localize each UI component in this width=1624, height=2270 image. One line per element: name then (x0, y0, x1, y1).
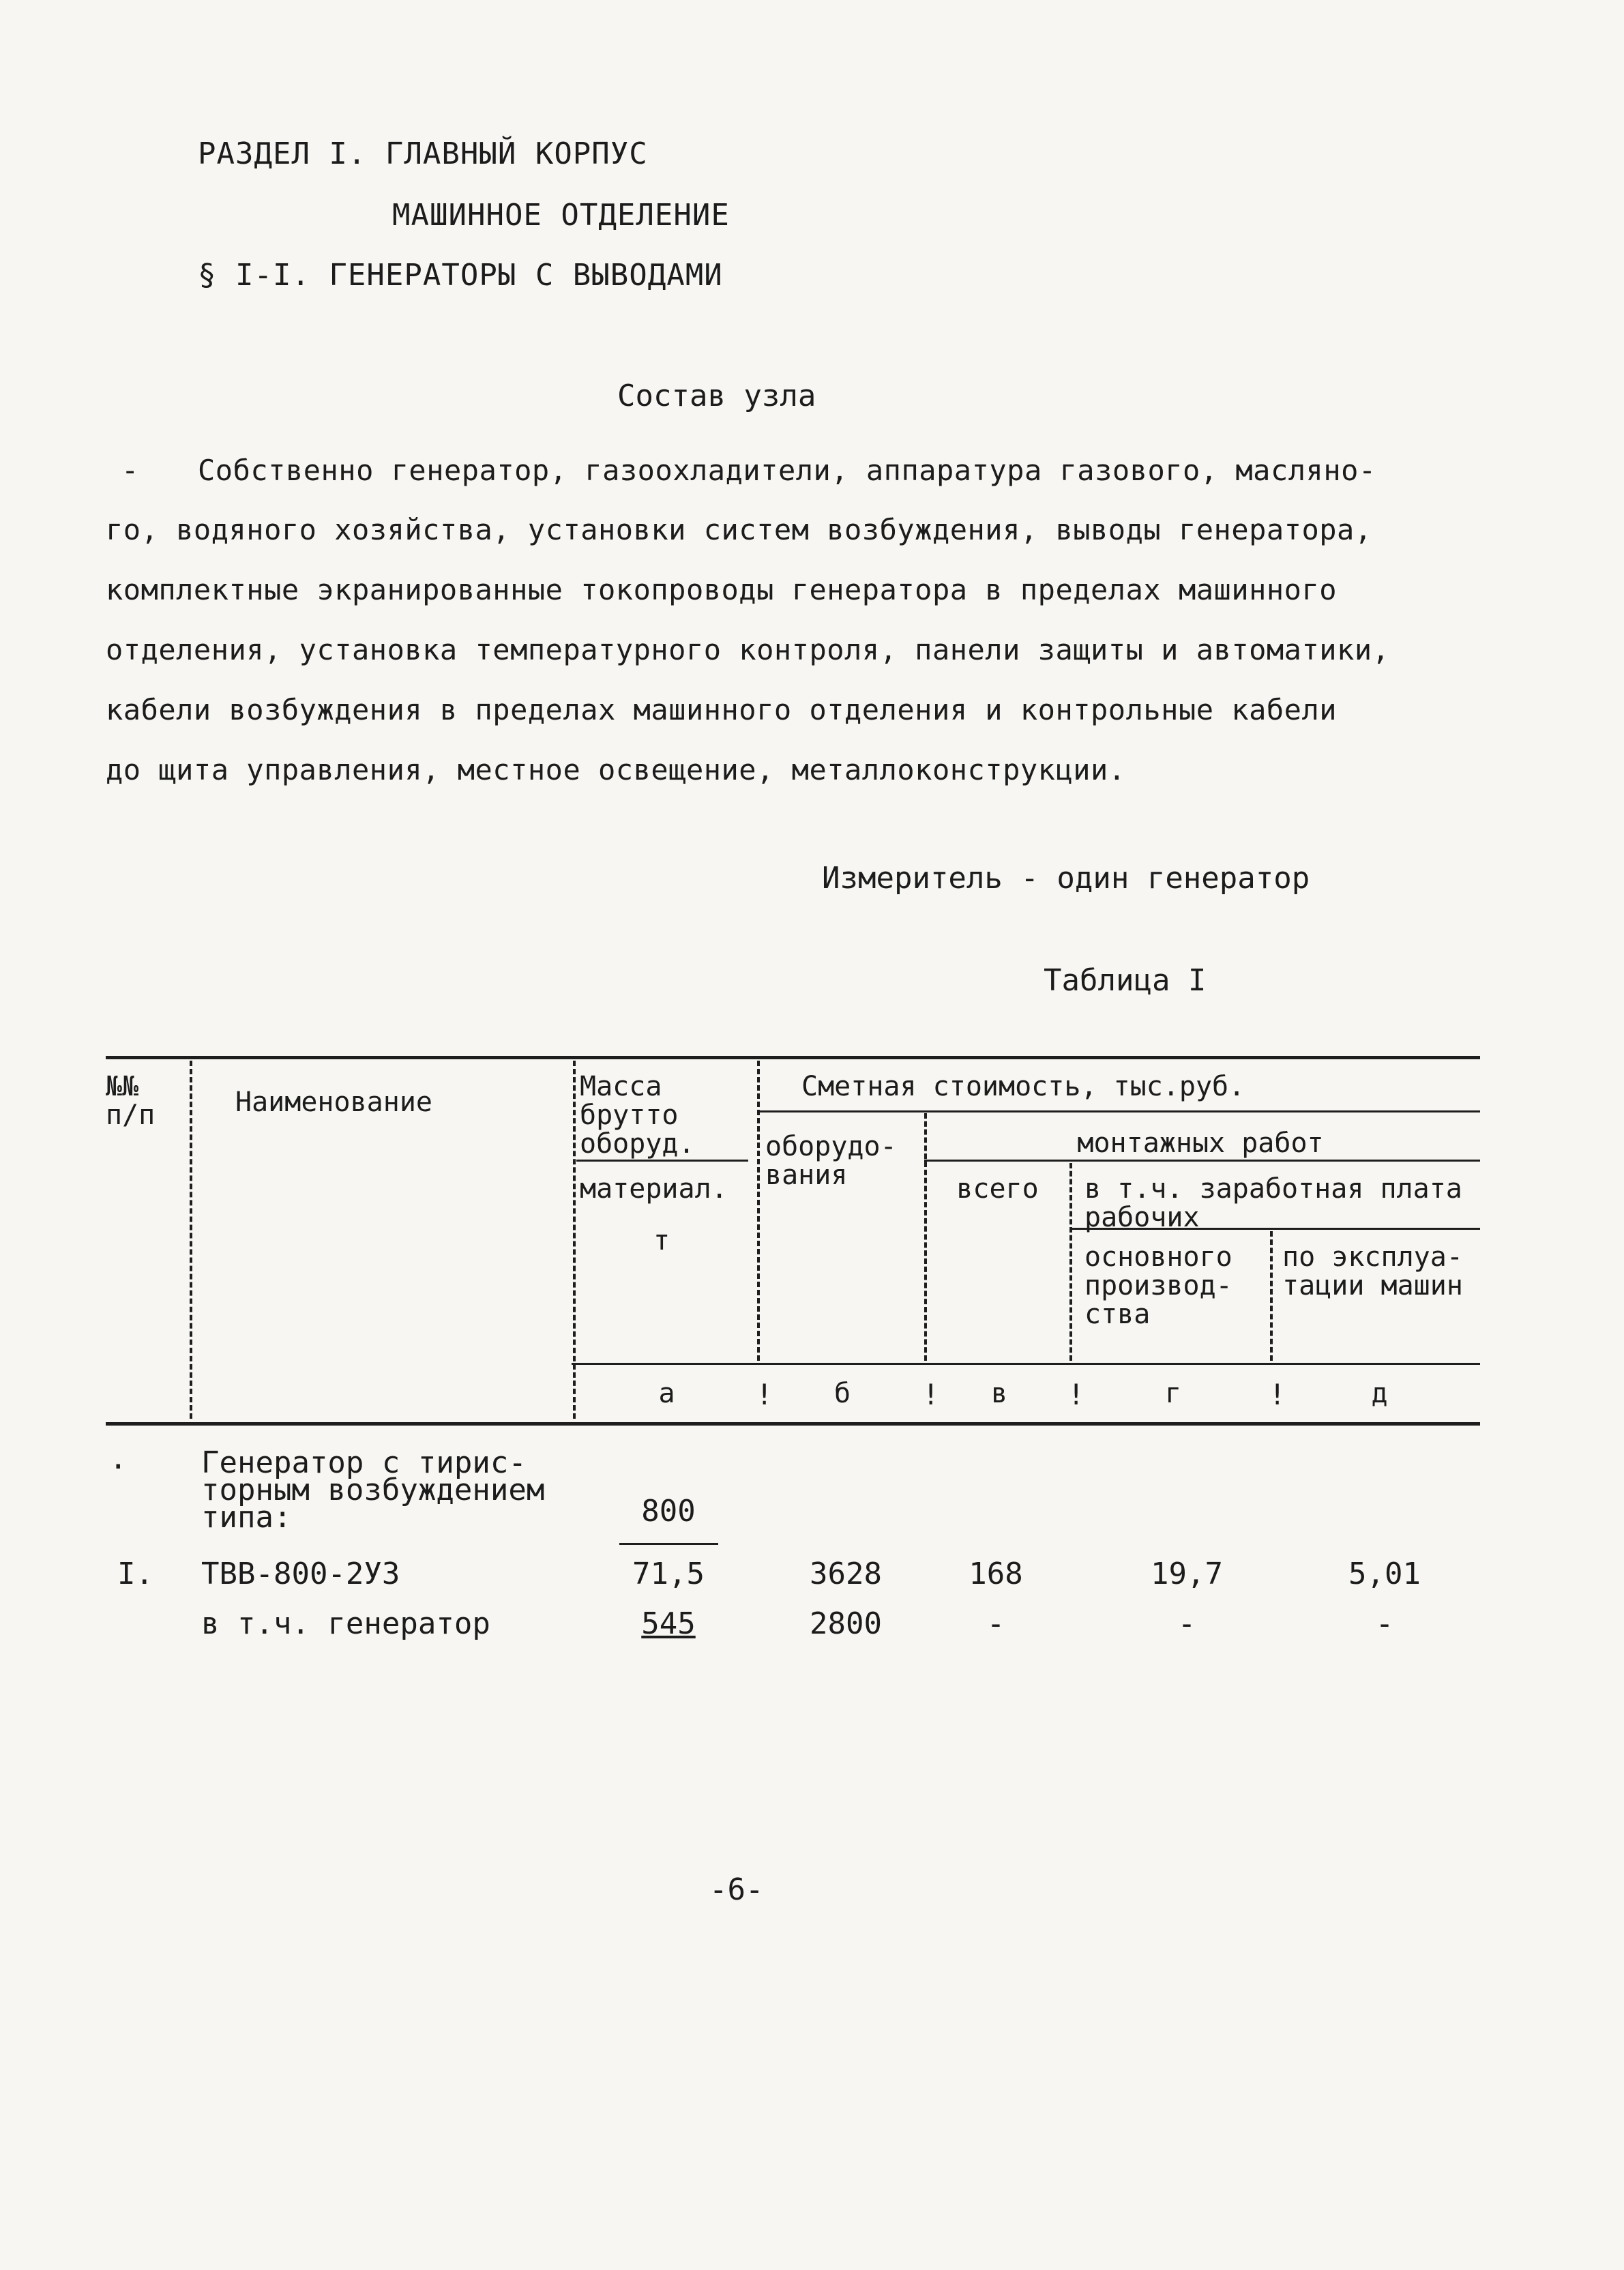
col-divider (1270, 1231, 1273, 1361)
composition-title: Состав узла (617, 379, 816, 413)
column-separator: ! (1067, 1378, 1085, 1411)
main-production-wage: 19,7 (1151, 1557, 1223, 1591)
composition-line: до щита управления, местное освещение, металлоконструкции. (106, 753, 1126, 786)
header-mass-top: Масса брутто оборуд. (580, 1071, 695, 1160)
table-title: Таблица I (1044, 963, 1207, 998)
installation-total: - (986, 1606, 1005, 1641)
main-production-wage: - (1177, 1606, 1196, 1641)
section-heading: РАЗДЕЛ I. ГЛАВНЫЙ КОРПУС (198, 136, 648, 171)
cost-header-border (758, 1110, 1480, 1112)
header-incl-wage: в т.ч. заработная плата рабочих (1084, 1173, 1462, 1233)
machine-operation-wage: - (1375, 1606, 1394, 1641)
col-divider (1069, 1163, 1072, 1361)
table-top-border (106, 1056, 1480, 1059)
page-number: -6- (709, 1872, 764, 1907)
col-divider (190, 1061, 192, 1419)
header-mass-unit: т (653, 1225, 670, 1256)
header-num: №№ п/п (106, 1071, 156, 1131)
installation-border (924, 1160, 1480, 1162)
composition-line: кабели возбуждения в пределах машинного отделения и контрольные кабели (106, 693, 1338, 726)
header-mass-bottom: материал. (580, 1173, 728, 1205)
equipment-cost: 2800 (810, 1606, 882, 1641)
group-label: типа: (201, 1500, 292, 1535)
mass-divider-line (576, 1160, 748, 1162)
column-separator: ! (1269, 1378, 1286, 1411)
header-name: Наименование (235, 1087, 432, 1118)
header-installation: монтажных работ (1077, 1127, 1324, 1159)
column-letter: г (1164, 1378, 1182, 1409)
fraction-line (619, 1543, 718, 1545)
dash-mark: - (121, 454, 139, 487)
bullet-mark: · (109, 1449, 128, 1484)
row-name: в т.ч. генератор (201, 1606, 490, 1641)
col-divider (757, 1061, 760, 1361)
header-total: всего (956, 1173, 1039, 1205)
header-main-production: основного производ- ства (1084, 1241, 1232, 1330)
header-bottom-border (106, 1422, 1480, 1426)
header-machine-operation: по эксплуа- тации машин (1282, 1241, 1463, 1301)
paragraph-heading: § I-I. ГЕНЕРАТОРЫ С ВЫВОДАМИ (198, 258, 723, 293)
col-divider (573, 1061, 576, 1419)
row-name: ТВВ-800-2УЗ (201, 1557, 400, 1591)
machine-operation-wage: 5,01 (1348, 1557, 1421, 1591)
subsection-heading: МАШИННОЕ ОТДЕЛЕНИЕ (392, 198, 730, 233)
letters-top-border (572, 1363, 1480, 1365)
column-letter: б (833, 1378, 851, 1409)
installation-total: 168 (969, 1557, 1023, 1591)
measure-note: Измеритель - один генератор (822, 861, 1310, 896)
column-letter: а (658, 1378, 675, 1409)
composition-line: го, водяного хозяйства, установки систем возбуждения, выводы генератора, (106, 513, 1372, 546)
column-separator: ! (756, 1378, 773, 1411)
column-letter: д (1371, 1378, 1388, 1409)
mass-bottom-value: 545 (641, 1606, 696, 1641)
group-label: Генератор с тирис- (201, 1445, 527, 1480)
header-equipment: оборудо- вания (765, 1131, 897, 1191)
header-cost: Сметная стоимость, тыс.руб. (801, 1071, 1245, 1102)
composition-line: комплектные экранированные токопроводы генератора в пределах машинного (106, 573, 1338, 606)
column-letter: в (990, 1378, 1008, 1409)
column-separator: ! (922, 1378, 940, 1411)
group-label: торным возбуждением (201, 1473, 545, 1507)
composition-line: отделения, установка температурного контроля, панели защиты и автоматики, (106, 633, 1390, 666)
mass-top-value: 800 (641, 1494, 696, 1529)
equipment-cost: 3628 (810, 1557, 882, 1591)
col-divider (924, 1113, 927, 1361)
mass-bottom-value: 71,5 (632, 1557, 705, 1591)
composition-line: Собственно генератор, газоохладители, аппаратура газового, масляно- (198, 454, 1376, 487)
row-number: I. (117, 1557, 153, 1591)
